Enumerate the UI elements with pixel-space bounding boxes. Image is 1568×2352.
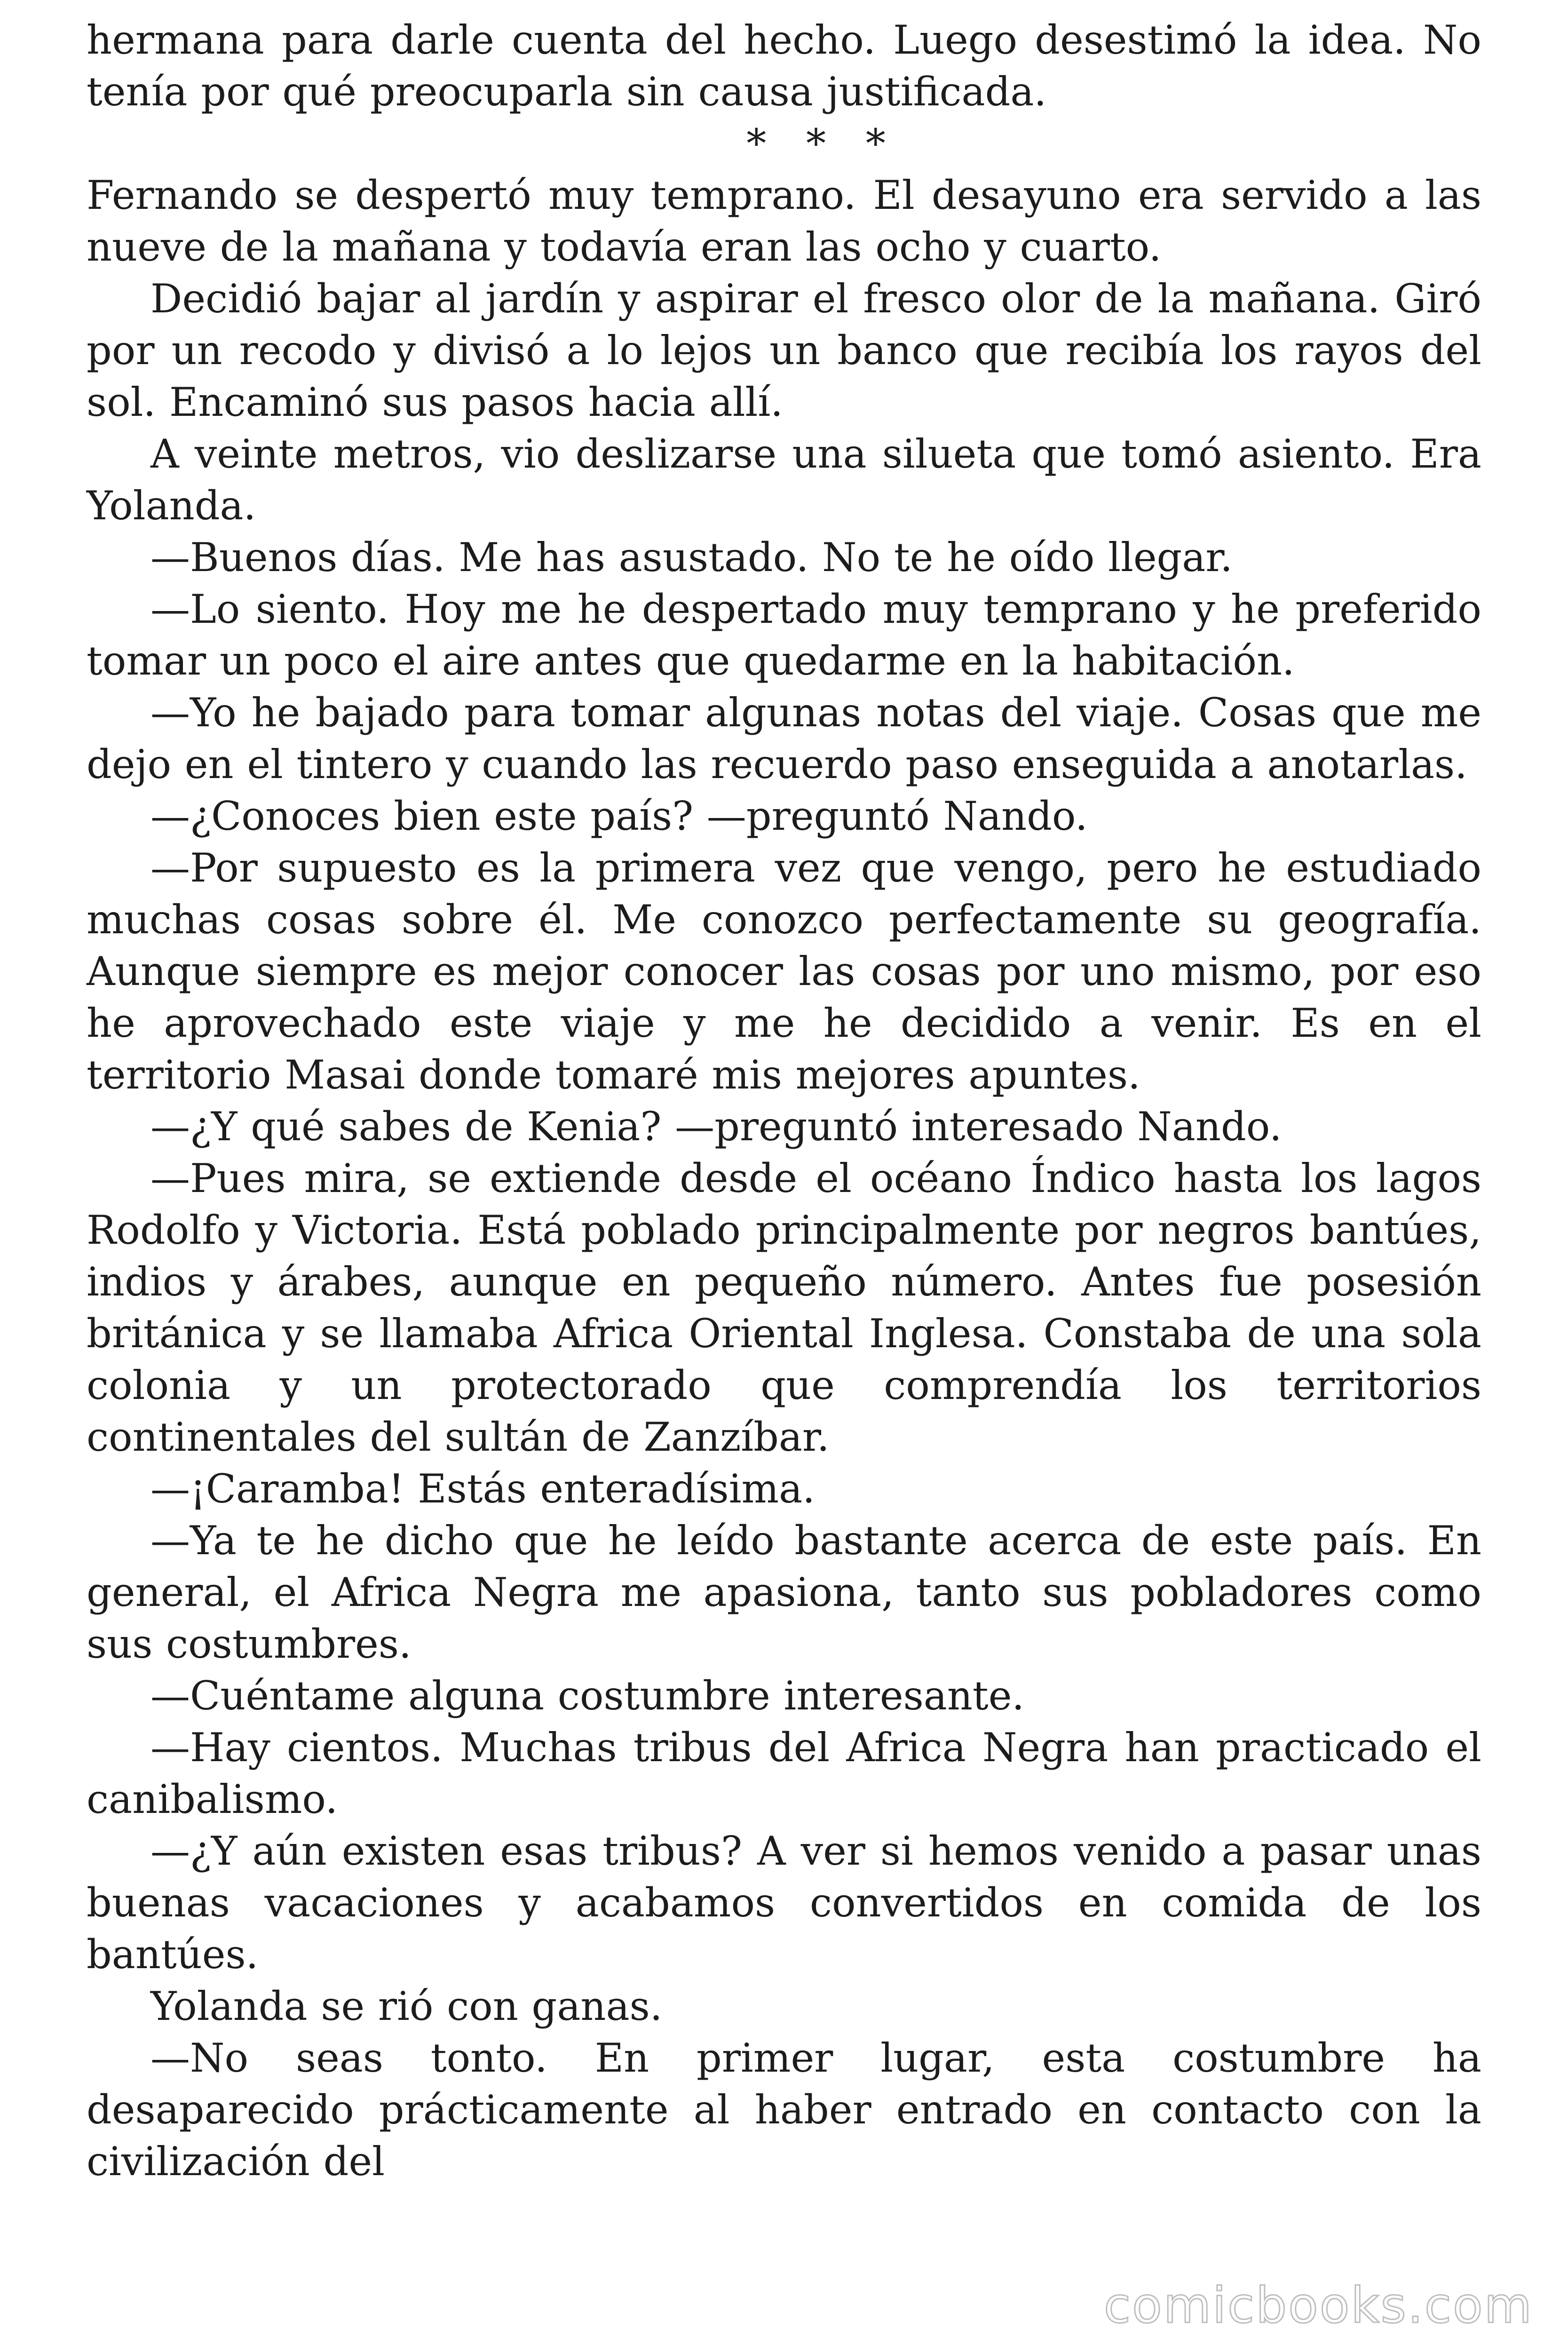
paragraph: hermana para darle cuenta del hecho. Luego desestimó la idea. No tenía por qué preocuparla sin causa justificada. [87,17,1481,115]
paragraph: Fernando se despertó muy temprano. El desayuno era servido a las nueve de la mañana y todavía eran las ocho y cuarto. [87,172,1481,270]
dialogue-line: —Buenos días. Me has asustado. No te he oído llegar. [150,534,1233,580]
dialogue-line: —¡Caramba! Estás enteradísima. [150,1466,815,1512]
book-page [87,14,1481,2187]
dialogue-line: —¿Y aún existen esas tribus? A ver si hemos venido a pasar unas buenas vacaciones y acabamos convertidos en comida de los bantúes. [87,1828,1481,1978]
dialogue-line: —Ya te he dicho que he leído bastante acerca de este país. En general, el Africa Negra me apasiona, tanto sus pobladores como sus costumbres. [87,1518,1481,1667]
dialogue-line: —¿Y qué sabes de Kenia? —preguntó interesado Nando. [150,1104,1282,1150]
dialogue-line: —Yo he bajado para tomar algunas notas del viaje. Cosas que me dejo en el tintero y cuando las recuerdo paso enseguida a anotarlas. [87,690,1481,787]
section-separator: * * * [746,120,899,167]
paragraph: Yolanda se rió con ganas. [150,1983,663,2029]
paragraph: Decidió bajar al jardín y aspirar el fresco olor de la mañana. Giró por un recodo y divisó a lo lejos un banco que recibía los rayos del sol. Encaminó sus pasos hacia allí. [87,276,1481,425]
paragraph: A veinte metros, vio deslizarse una silueta que tomó asiento. Era Yolanda. [87,431,1481,529]
dialogue-line: —Por supuesto es la primera vez que vengo, pero he estudiado muchas cosas sobre él. Me conozco perfectamente su geografía. Aunque siempre es mejor conocer las cosas por uno mismo, por eso he aprovechado este viaje y me he decidido a venir. Es en el territorio Masai donde tomaré mis mejores apuntes. [87,845,1481,1098]
dialogue-line: —No seas tonto. En primer lugar, esta costumbre ha desaparecido prácticamente al haber entrado en contacto con la civilización del [87,2035,1481,2185]
dialogue-line: —Hay cientos. Muchas tribus del Africa Negra han practicado el canibalismo. [87,1724,1481,1822]
dialogue-line: —Lo siento. Hoy me he despertado muy temprano y he preferido tomar un poco el aire antes que quedarme en la habitación. [87,586,1481,684]
dialogue-line: —Cuéntame alguna costumbre interesante. [150,1673,1025,1719]
dialogue-line: —¿Conoces bien este país? —preguntó Nando. [150,793,1088,839]
dialogue-line: —Pues mira, se extiende desde el océano Índico hasta los lagos Rodolfo y Victoria. Está poblado principalmente por negros bantúes, indios y árabes, aunque en pequeño número. Antes fue posesión británica y se llamaba Africa Oriental Inglesa. Constaba de una sola colonia y un protectorado que comprendía los territorios continentales del sultán de Zanzíbar. [87,1155,1481,1460]
watermark-logo: comicbooks.com [1103,2277,1533,2334]
